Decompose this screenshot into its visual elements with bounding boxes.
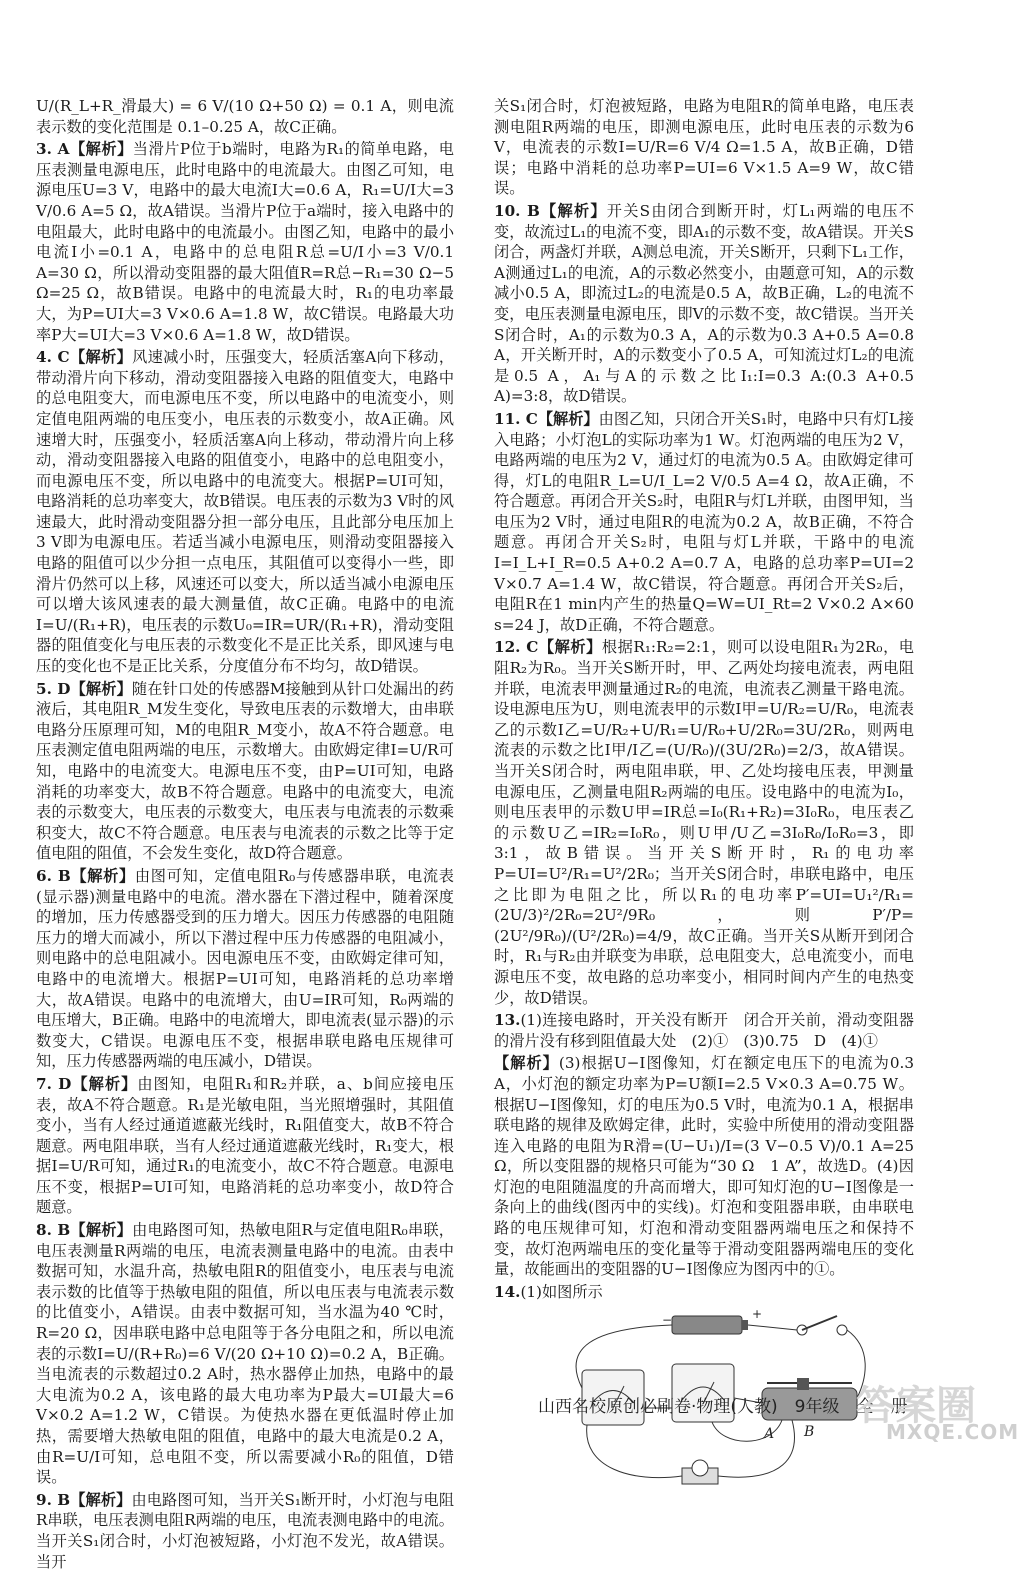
analysis-tag: 【解析】 xyxy=(538,638,602,657)
question-number: 4. C xyxy=(36,348,70,367)
analysis-tag: 【解析】 xyxy=(71,1074,138,1093)
bulb-icon xyxy=(692,1460,708,1476)
answer-text: 当滑片P位于b端时，电路为R₁的简单电路，电压表测量电源电压，此时电路中的电流最大。由图乙可知，电源电压U=3 V，电路中的最大电流I大=0.6 A，R₁=U/I大=3 V/0.6 A=5 Ω，故A错误。当滑片P位于a端时，接入电路中的电阻最大，此时电路中的电流最小。由图乙知，电路中的最小电流I小=0.1 A，电路中的总电阻R总=U/I小=3 V/0.1 A=30 Ω，所以滑动变阻器的最大阻值R=R总−R₁=30 Ω−5 Ω=25 Ω，故B错误。电路中的电流最大时，R₁的电功率最大，为P=UI大=3 V×0.6 A=1.8 W，故C错误。电路最大功率P大=UI大=3 V×0.6 A=1.8 W，故D错误。 xyxy=(36,140,454,344)
question-number: 12. C xyxy=(494,638,539,657)
question-number: 13. xyxy=(494,1011,521,1030)
answer-text: 关S₁闭合时，灯泡被短路，电路为电阻R的简单电路，电压表测电阻R两端的电压，即测电源电压，此时电压表的示数为6 V，电流表的示数I=U/R=6 V/4 Ω=1.5 A，故B正确，D错误；电路中消耗的总功率P=UI=6 V×1.5 A=9 W，故C错误。 xyxy=(494,97,914,198)
answer-text: (1)如图所示 xyxy=(520,1282,603,1301)
analysis-tag: 【解析】 xyxy=(70,679,132,698)
analysis-tag: 【解析】 xyxy=(70,866,135,885)
question-number: 14. xyxy=(494,1282,521,1301)
answer-paragraph xyxy=(494,409,914,636)
question-number: 8. B xyxy=(36,1221,71,1240)
answer-paragraph xyxy=(36,1490,454,1572)
analysis-tag: 【解析】 xyxy=(539,201,607,220)
analysis-tag: 【解析】 xyxy=(69,140,133,159)
answer-text: 随在针口处的传感器M接触到从针口处漏出的药液后，其电阻R_M发生变化，导致电压表的示数增大，由串联电路分压原理可知，M的电阻R_M变小，故A不符合题意。电压表测定值电阻两端的电压，示数增大。由欧姆定律I=U/R可知，电路中的电流变大。电源电压不变，由P=UI可知，电路消耗的功率变大，故B不符合题意。电路中的电流变大，电流表的示数变大，电压表的示数变大，电压表与电流表的示数乘积变大，故C不符合题意。电压表与电流表的示数之比等于定值电阻的阻值，不会发生变化，故D符合题意。 xyxy=(36,679,454,863)
answer-paragraph xyxy=(36,96,454,137)
answer-paragraph xyxy=(36,1074,454,1218)
answer-text: 开关S由闭合到断开时，灯L₁两端的电压不变，故流过L₁的电流不变，即A₁的示数不变，故A错误。开关S闭合，两盏灯并联，A测总电流，开关S断开，只剩下L₁工作，A测通过L₁的电流，A的示数必然变小，由题意可知，A的示数减小0.5 A，即流过L₂的电流是0.5 A，故B正确，L₂的电流不变，电压表测量电源电压，即V的示数不变，故C错误。当开关S闭合时，A₁的示数为0.3 A，A的示数为0.3 A+0.5 A=0.8 A，开关断开时，A的示数变小了0.5 A，可知流过灯L₂的电流是0.5 A，A₁与A的示数之比I₁:I=0.3 A:(0.3 A+0.5 A)=3:8，故D错误。 xyxy=(494,201,915,406)
answer-paragraph xyxy=(36,679,454,864)
answer-paragraph xyxy=(36,1220,454,1488)
page-footer: 山西名校原创必刷卷·物理(人教) 9年级 全一册 xyxy=(538,1397,908,1417)
switch-icon xyxy=(802,1316,837,1330)
answer-text: (3)根据U−I图像知，灯在额定电压下的电流为0.3 A，小灯泡的额定功率为P=U额I=2.5 V×0.3 A=0.75 W。根据U−I图像知，灯的电压为0.5 V时，电流为0.1 A，根据串联电路的规律及欧姆定律，此时，实验中所使用的滑动变阻器连入电路的电阻为R滑=(U−U₁)/I=(3 V−0.5 V)/0.1 A=25 Ω，所以变阻器的规格只可能为“30 Ω 1 A”，故选D。(4)因灯泡的电阻随温度的升高而增大，即可知灯泡的U−I图像是一条向上的曲线(图丙中的实线)。灯泡和变阻器串联，由串联电路的电压规律可知，灯泡和滑动变阻器两端电压之和保持不变，故灯泡两端电压的变化量等于滑动变阻器两端电压的变化量，故能画出的变阻器的U−I图像应为图丙中的①。 xyxy=(494,1054,914,1279)
battery-plus: + xyxy=(752,1307,763,1322)
analysis-tag: 【解析】 xyxy=(69,348,133,367)
answer-paragraph xyxy=(494,1053,914,1280)
terminal-a-label: A xyxy=(764,1426,775,1443)
answer-paragraph xyxy=(494,1010,914,1051)
right-column xyxy=(494,96,914,1508)
question-number: 7. D xyxy=(36,1074,72,1093)
watermark-url: MXQE.COM xyxy=(886,1420,1019,1444)
answer-text: 风速减小时，压强变大，轻质活塞A向下移动，带动滑片向下移动，滑动变阻器接入电路的阻值变大，电路中的总电阻变大，而电源电压不变，所以电路中的电流变小，则定值电阻两端的电压变小，电压表的示数变小，故A正确。风速增大时，压强变小，轻质活塞A向上移动，带动滑片向上移动，滑动变阻器接入电路的阻值变小，电路中的总电阻变小，而电源电压不变，所以电路中的电流变大。根据P=UI可知，电路消耗的总功率变大，故B错误。电压表的示数为3 V时的风速最大，此时滑动变阻器分担一部分电压，且此部分电压加上3 V即为电源电压。若适当减小电源电压，则滑动变阻器接入电路的阻值可以少分担一点电压，其阻值可以变得小一些，即滑片仍然可以上移，风速还可以变大，所以适当减小电源电压可以增大该风速表的最大测量值，故C正确。电路中的电流I=U/(R₁+R)，电压表的示数U₀=IR=UR/(R₁+R)，滑动变阻器的阻值变化与电压表的示数变化不是正比关系，即风速与电压的变化也不是正比关系，分度值分布不均匀，故D错误。 xyxy=(36,348,455,676)
answer-paragraph xyxy=(494,201,914,407)
answer-text: 由图乙知，只闭合开关S₁时，电路中只有灯L接入电路；小灯泡L的实际功率为1 W。灯泡两端的电压为2 V，电路两端的电压为2 V，通过灯的电流为0.5 A。由欧姆定律可得，灯L的电阻R_L=U/I_L=2 V/0.5 A=4 Ω，故A正确，不符合题意。再闭合开关S₂时，电阻R与灯L并联，由图甲知，当电压为2 V时，通过电阻R的电流为0.2 A，故B正确，不符合题意。再闭合开关S₂时，电阻与灯L并联，干路中的电流I=I_L+I_R=0.5 A+0.2 A=0.7 A，电路的总功率P=UI=2 V×0.7 A=1.4 W，故C错误，符合题意。再闭合开关S₂后，电阻R在1 min内产生的热量Q=W=UI_Rt=2 V×0.2 A×60 s=24 J，故D正确，不符合题意。 xyxy=(494,409,914,634)
question-number: 10. B xyxy=(494,201,540,220)
answer-text: 由图可知，定值电阻R₀与传感器串联，电流表(显示器)测量电路中的电流。潜水器在下潜过程中，随着深度的增加，压力传感器受到的压力增大。因压力传感器的电阻随压力的增大而减小，所以下潜过程中压力传感器的电阻减小，则电路中的总电阻减小。因电源电压不变，由欧姆定律可知，电路中的电流增大。根据P=UI可知，电路消耗的总功率增大，故A错误。电路中的电流增大，由U=IR可知，R₀两端的电压增大，B正确。电路中的电流增大，即电流表(显示器)的示数变大，C错误。电源电压不变，根据串联电路电压规律可知，压力传感器两端的电压减小，D错误。 xyxy=(36,866,454,1071)
answer-paragraph xyxy=(494,1282,914,1303)
answer-paragraph xyxy=(36,347,454,677)
answer-text: U/(R_L+R_滑最大) = 6 V/(10 Ω+50 Ω) = 0.1 A，则电流表示数的变化范围是 0.1–0.25 A，故C正确。 xyxy=(36,97,454,136)
analysis-tag: 【解析】 xyxy=(494,1054,559,1073)
left-column xyxy=(36,96,454,1574)
answer-paragraph xyxy=(494,637,914,1008)
question-number: 6. B xyxy=(36,866,71,885)
battery-icon xyxy=(672,1316,742,1334)
question-number: 9. B xyxy=(36,1490,71,1509)
answer-text: 根据R₁:R₂=2:1，则可以设电阻R₁为2R₀，电阻R₂为R₀。当开关S断开时，甲、乙两处均接电流表，两电阻并联，电流表甲测量通过R₂的电流，电流表乙测量干路电流。设电源电压为U，则电流表甲的示数I甲=U/R₂=U/R₀，电流表乙的示数I乙=U/R₂+U/R₁=U/R₀+U/2R₀=3U/2R₀，则两电流表的示数之比I甲/I乙=(U/R₀)/(3U/2R₀)=2/3，故A错误。当开关S闭合时，两电阻串联，甲、乙处均接电压表，甲测量电源电压，乙测量电阻R₂两端的电压。设电路中的电流为I₀，则电压表甲的示数U甲=IR总=I₀(R₁+R₂)=3I₀R₀，电压表乙的示数U乙=IR₂=I₀R₀，则U甲/U乙=3I₀R₀/I₀R₀=3，即3:1，故B错误。当开关S断开时，R₁的电功率P=UI=U²/R₁=U²/2R₀；当开关S闭合时，串联电路中，电压之比即为电阻之比，所以R₁的电功率P′=UI=U₁²/R₁=(2U/3)²/2R₀=2U²/9R₀，则P′/P=(2U²/9R₀)/(U²/2R₀)=4/9，故C正确。当开关S从断开到闭合时，R₁与R₂由并联变为串联，总电阻变大，总电流变小，而电源电压不变，故电路的总功率变小，相同时间内产生的电热变少，故D错误。 xyxy=(494,638,914,1007)
watermark-logo: 答案圈 xyxy=(856,1383,976,1429)
terminal-b-label: B xyxy=(804,1424,815,1441)
analysis-tag: 【解析】 xyxy=(70,1221,133,1240)
answer-paragraph xyxy=(36,139,454,345)
answer-paragraph xyxy=(36,866,454,1072)
analysis-tag: 【解析】 xyxy=(537,409,599,428)
answer-paragraph xyxy=(494,96,914,199)
battery-minus: − xyxy=(662,1313,673,1328)
question-number: 3. A xyxy=(36,140,70,159)
answer-text: (1)连接电路时，开关没有断开 闭合开关前，滑动变阻器的滑片没有移到阻值最大处 (2)① (3)0.75 D (4)① xyxy=(494,1011,914,1050)
answer-text: 由电路图可知，热敏电阻R与定值电阻R₀串联，电压表测量R两端的电压，电流表测量电路中的电流。由表中数据可知，水温升高，热敏电阻R的阻值变小，电压表与电流表示数的比值等于热敏电阻的阻值，所以电压表与电流表示数的比值变小，A错误。由表中数据可知，当水温为40 ℃时，R=20 Ω，因串联电路中总电阻等于各分电阻之和，所以电流表的示数I=U/(R+R₀)=6 V/(20 Ω+10 Ω)=0.2 A，B正确。当电流表的示数超过0.2 A时，热水器停止加热，电路中的最大电流为0.2 A，该电路的最大电功率为P最大=UI最大=6 V×0.2 A=1.2 W，C错误。为使热水器在更低温时停止加热，需要增大热敏电阻的阻值，电路中的最大电流是0.2 A，由R=U/I可知，总电阻不变，所以需要减小R₀的阻值，D错误。 xyxy=(36,1221,454,1487)
answer-text: 由图知，电阻R₁和R₂并联，a、b间应接电压表，故A不符合题意。R₁是光敏电阻，当光照增强时，其阻值变小，当有人经过通道遮蔽光线时，R₁阻值变大，故B不符合题意。两电阻串联，当有人经过通道遮蔽光线时，R₁变大，根据I=U/R可知，通过R₁的电流变小，故C不符合题意。电源电压不变，根据P=UI可知，电路消耗的总功率变小，故D符合题意。 xyxy=(36,1074,454,1217)
question-number: 11. C xyxy=(494,409,538,428)
analysis-tag: 【解析】 xyxy=(70,1490,132,1509)
question-number: 5. D xyxy=(36,679,71,698)
answer-text: 由电路图可知，当开关S₁断开时，小灯泡与电阻R串联，电压表测电阻R两端的电压，电流表测电路中的电流。当开关S₁闭合时，小灯泡被短路，小灯泡不发光，故A错误。当开 xyxy=(36,1490,455,1571)
